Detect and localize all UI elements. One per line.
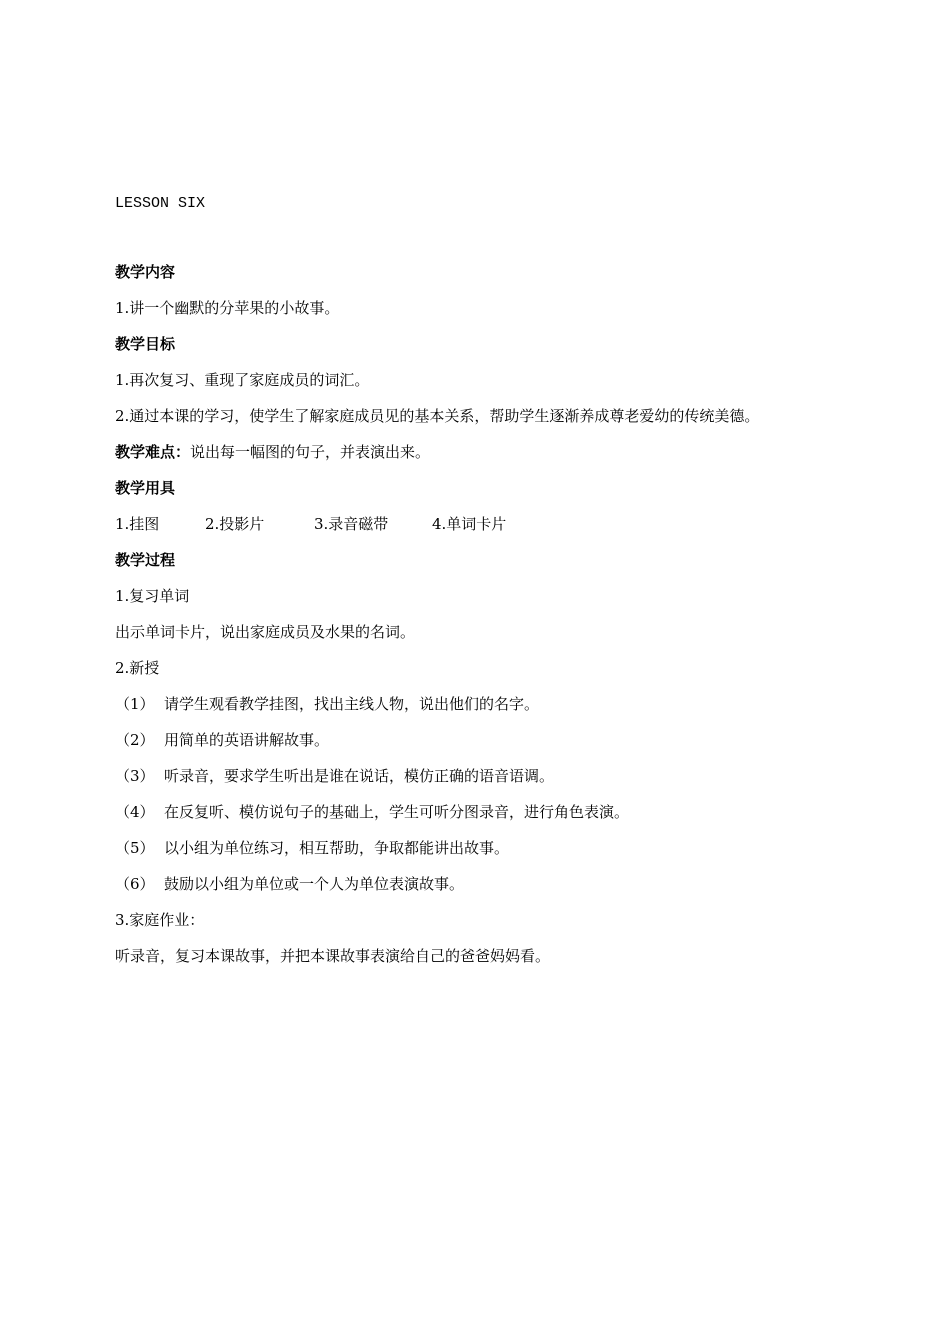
tool-item: 2.投影片 [205, 515, 265, 533]
tools-list [115, 514, 506, 534]
tool-item: 3.录音磁带 [314, 515, 389, 533]
new-heading: 2.新授 [115, 659, 160, 677]
step-number: （5） [115, 839, 155, 857]
goals-item-1: 1.再次复习、重现了家庭成员的词汇。 [115, 371, 370, 389]
tool-item: 4.单词卡片 [432, 515, 507, 533]
step-number: （1） [115, 695, 155, 713]
tools-heading: 教学用具 [115, 479, 176, 497]
tool-item: 1.挂图 [115, 515, 160, 533]
content-item: 1.讲一个幽默的分苹果的小故事。 [115, 299, 340, 317]
step-text: 用简单的英语讲解故事。 [164, 731, 330, 749]
step-number: （3） [115, 767, 155, 785]
lesson-title: LESSON SIX [115, 195, 206, 212]
step-number: （4） [115, 803, 155, 821]
step-item [115, 766, 554, 786]
step-number: （2） [115, 731, 155, 749]
step-item [115, 802, 629, 822]
step-item [115, 730, 329, 750]
goals-heading: 教学目标 [115, 335, 176, 353]
step-text: 在反复听、模仿说句子的基础上，学生可听分图录音，进行角色表演。 [164, 803, 630, 821]
step-text: 请学生观看教学挂图，找出主线人物，说出他们的名字。 [164, 695, 540, 713]
review-text: 出示单词卡片，说出家庭成员及水果的名词。 [115, 623, 416, 641]
homework-text: 听录音，复习本课故事，并把本课故事表演给自己的爸爸妈妈看。 [115, 947, 551, 965]
goals-item-2: 2.通过本课的学习，使学生了解家庭成员见的基本关系，帮助学生逐渐养成尊老爱幼的传统美德。 [115, 407, 760, 425]
difficulty-line [115, 442, 430, 462]
homework-heading: 3.家庭作业： [115, 911, 205, 929]
step-item [115, 874, 464, 894]
difficulty-label: 教学难点： [115, 443, 191, 461]
step-item [115, 838, 509, 858]
process-heading: 教学过程 [115, 551, 176, 569]
step-text: 听录音，要求学生听出是谁在说话，模仿正确的语音语调。 [164, 767, 555, 785]
difficulty-text: 说出每一幅图的句子，并表演出来。 [190, 443, 431, 461]
step-number: （6） [115, 875, 155, 893]
content-heading: 教学内容 [115, 263, 176, 281]
step-text: 以小组为单位练习，相互帮助，争取都能讲出故事。 [164, 839, 510, 857]
review-heading: 1.复习单词 [115, 587, 190, 605]
step-item [115, 694, 539, 714]
step-text: 鼓励以小组为单位或一个人为单位表演故事。 [164, 875, 465, 893]
